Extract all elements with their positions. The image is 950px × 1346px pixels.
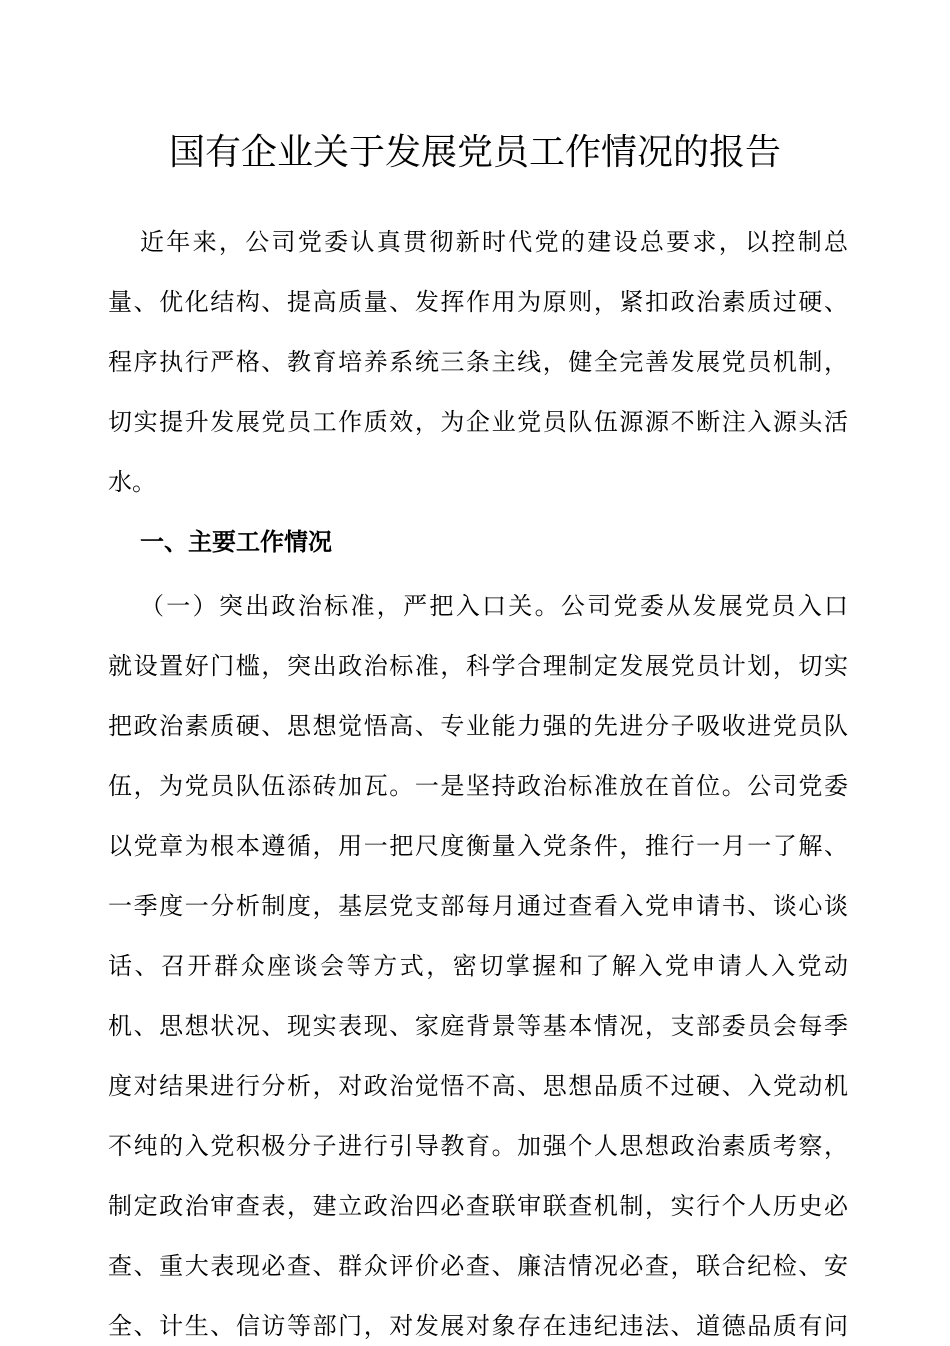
body-line: 伍，为党员队伍添砖加瓦。一是坚持政治标准放在首位。公司党委 <box>108 772 848 800</box>
body-line: 话、召开群众座谈会等方式，密切掌握和了解入党申请人入党动 <box>108 952 848 980</box>
body-line: 度对结果进行分析，对政治觉悟不高、思想品质不过硬、入党动机 <box>108 1072 848 1100</box>
intro-line: 程序执行严格、教育培养系统三条主线，健全完善发展党员机制， <box>108 348 848 376</box>
document-title: 国有企业关于发展党员工作情况的报告 <box>168 132 781 173</box>
body-line: 机、思想状况、现实表现、家庭背景等基本情况，支部委员会每季 <box>108 1012 848 1040</box>
body-line: 制定政治审查表，建立政治四必查联审联查机制，实行个人历史必 <box>108 1192 848 1220</box>
intro-line: 近年来，公司党委认真贯彻新时代党的建设总要求，以控制总 <box>140 228 848 256</box>
body-line: 把政治素质硬、思想觉悟高、专业能力强的先进分子吸收进党员队 <box>108 712 848 740</box>
body-line: 一季度一分析制度，基层党支部每月通过查看入党申请书、谈心谈 <box>108 892 848 920</box>
intro-line: 切实提升发展党员工作质效，为企业党员队伍源源不断注入源头活 <box>108 408 848 436</box>
body-line: （一）突出政治标准，严把入口关。公司党委从发展党员入口 <box>140 592 848 620</box>
body-line: 全、计生、信访等部门，对发展对象存在违纪违法、道德品质有问 <box>108 1312 848 1340</box>
body-line: 不纯的入党积极分子进行引导教育。加强个人思想政治素质考察， <box>108 1132 848 1160</box>
intro-line: 水。 <box>108 468 156 496</box>
intro-line: 量、优化结构、提高质量、发挥作用为原则，紧扣政治素质过硬、 <box>108 288 848 316</box>
body-line: 查、重大表现必查、群众评价必查、廉洁情况必查，联合纪检、安 <box>108 1252 848 1280</box>
body-line: 就设置好门槛，突出政治标准，科学合理制定发展党员计划，切实 <box>108 652 848 680</box>
section-heading: 一、主要工作情况 <box>140 528 332 556</box>
body-line: 以党章为根本遵循，用一把尺度衡量入党条件，推行一月一了解、 <box>108 832 848 860</box>
